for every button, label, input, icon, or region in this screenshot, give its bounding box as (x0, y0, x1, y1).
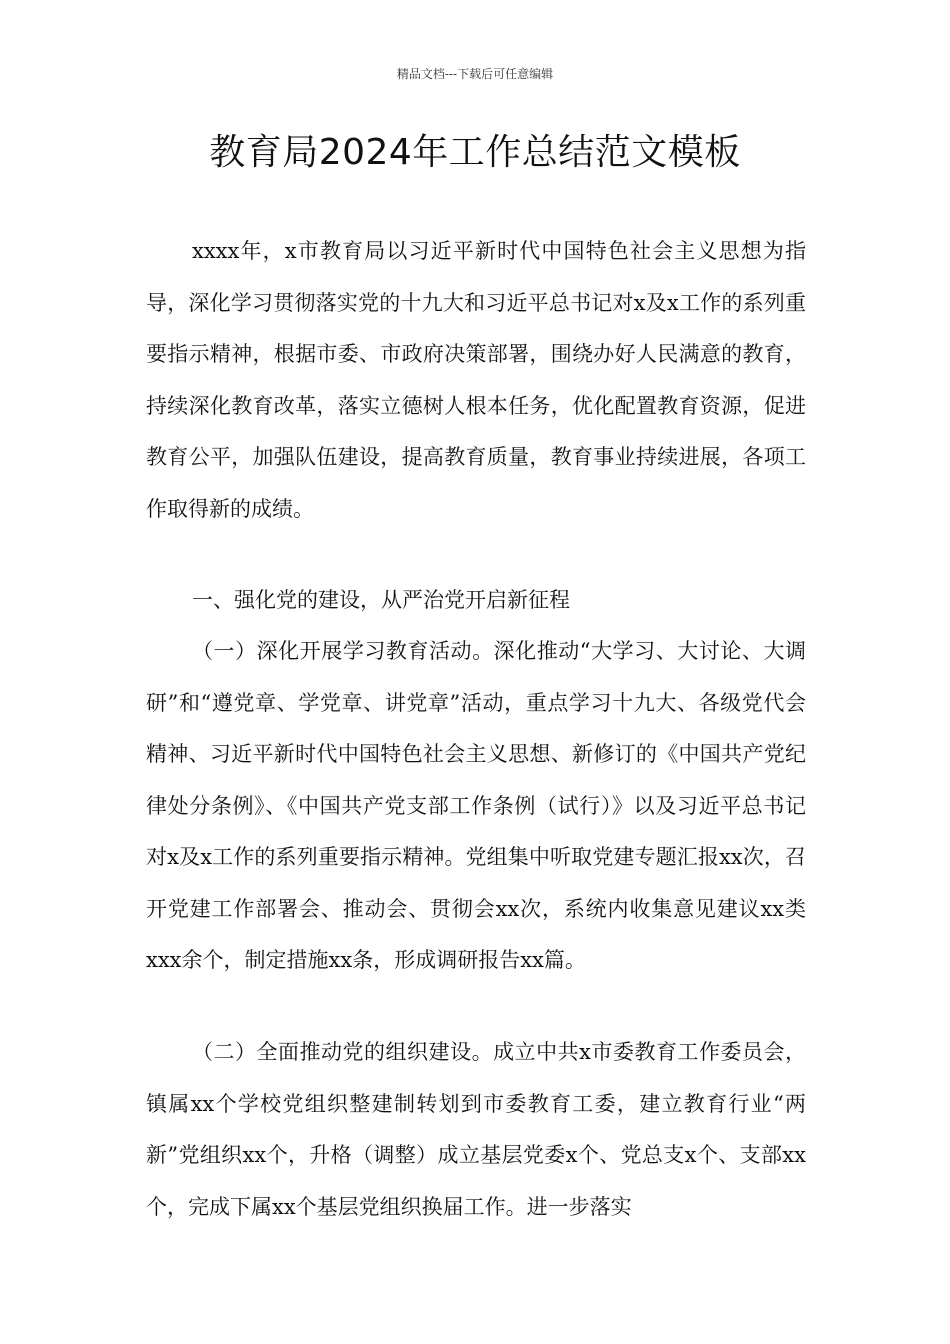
intro-paragraph: xxxx年，x市教育局以习近平新时代中国特色社会主义思想为指导，深化学习贯彻落实党的十九大和习近平总书记对x及x工作的系列重要指示精神，根据市委、市政府决策部署，围绕办好人民满意的教育，持续深化教育改革，落实立德树人根本任务，优化配置教育资源，促进教育公平，加强队伍建设，提高教育质量，教育事业持续进展，各项工作取得新的成绩。 (146, 239, 806, 521)
section-paragraph-1: （一）深化开展学习教育活动。深化推动“大学习、大讨论、大调研”和“遵党章、学党章、讲党章”活动，重点学习十九大、各级党代会精神、习近平新时代中国特色社会主义思想、新修订的《中国共产党纪律处分条例》、《中国共产党支部工作条例（试行）》以及习近平总书记对x及x工作的系列重要指示精神。党组集中听取党建专题汇报xx次，召开党建工作部署会、推动会、贯彻会xx次，系统内收集意见建议xx类xxx余个，制定措施xx条，形成调研报告xx篇。 (146, 639, 806, 972)
document-title: 教育局2024年工作总结范文模板 (209, 132, 741, 173)
section-heading-1: 一、强化党的建设，从严治党开启新征程 (192, 588, 570, 612)
header-note: 精品文档---下载后可任意编辑 (396, 67, 554, 81)
section-paragraph-2: （二）全面推动党的组织建设。成立中共x市委教育工作委员会，镇属xx个学校党组织整建制转划到市委教育工委，建立教育行业“两新”党组织xx个，升格（调整）成立基层党委x个、党总支x个、支部xx个，完成下属xx个基层党组织换届工作。进一步落实 (146, 1040, 806, 1219)
